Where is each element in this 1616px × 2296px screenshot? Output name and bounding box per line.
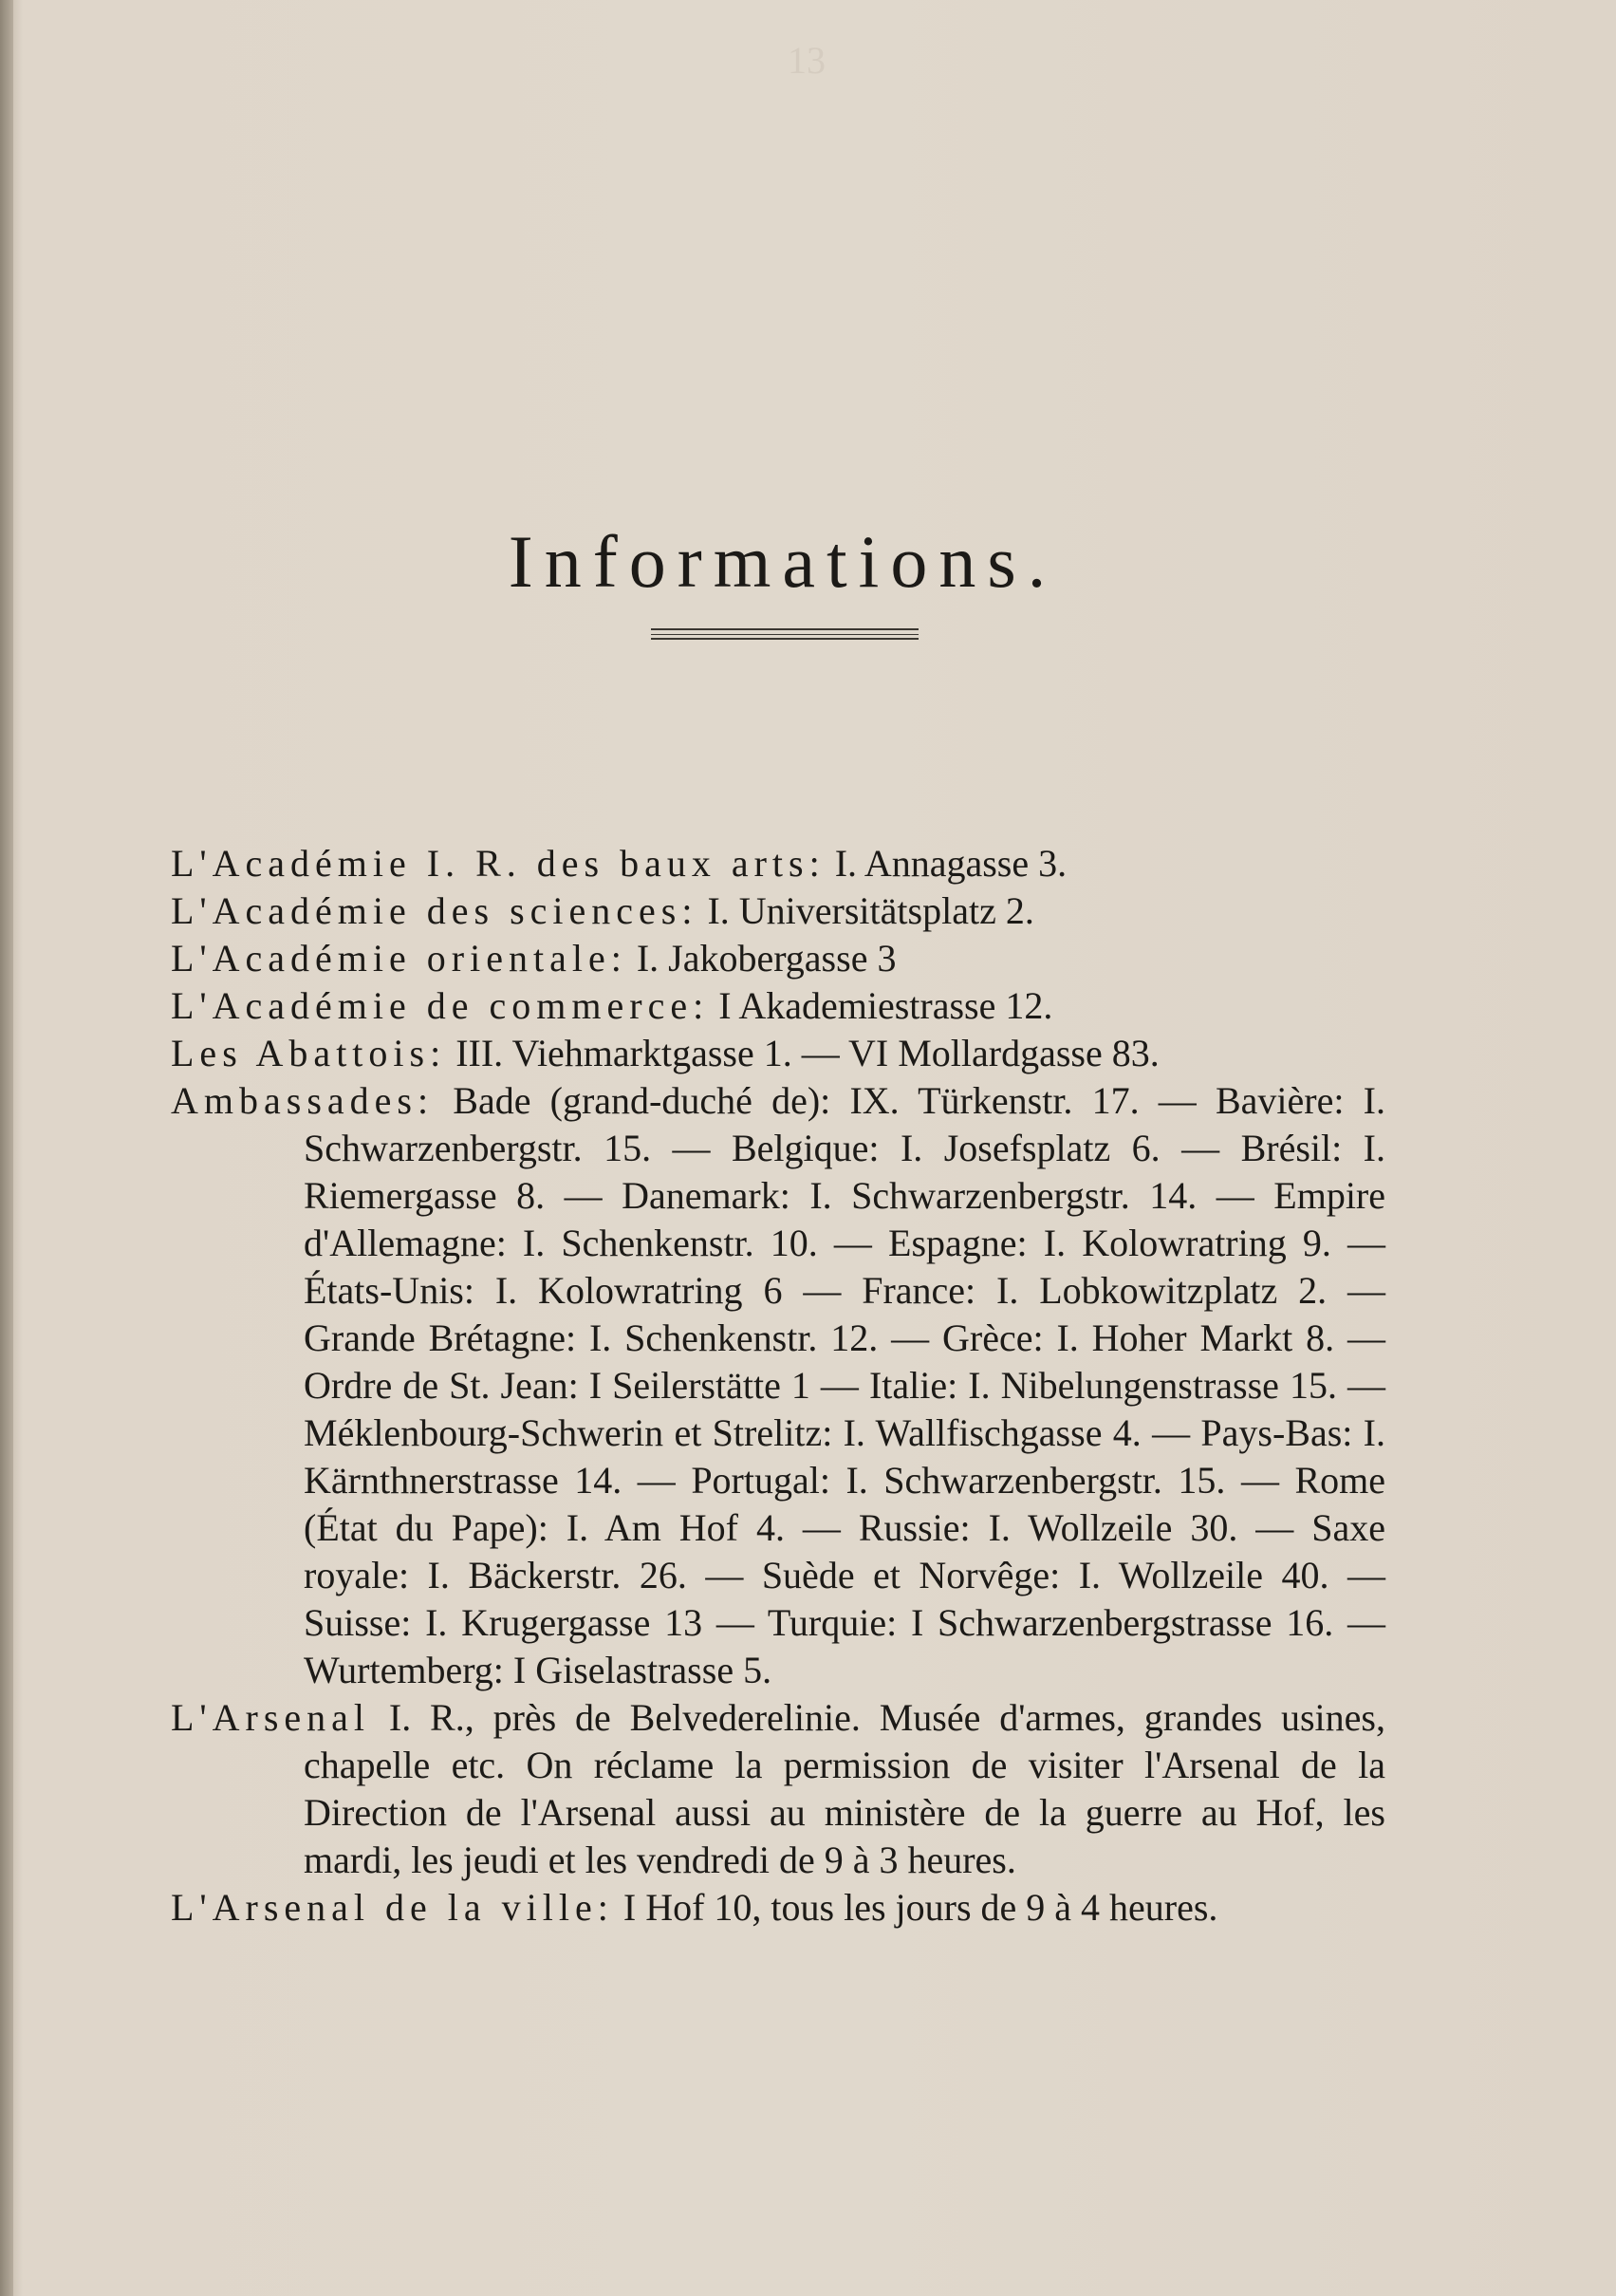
- entry: [171, 1077, 1385, 1694]
- entry-label: L'Académie I. R. des baux arts:: [171, 842, 826, 885]
- page-number: 13: [788, 39, 826, 82]
- entry-label: L'Académie de commerce:: [171, 984, 710, 1027]
- entry-text: I Hof 10, tous les jours de 9 à 4 heures.: [622, 1886, 1218, 1929]
- title-rule-divider: [651, 628, 919, 640]
- entry: [171, 1884, 1385, 1932]
- entry-text: I. R., près de Belvederelinie. Musée d'armes, grandes usines, chapelle etc. On réclame la permission de visiter l'Arsenal de la Direction de l'Arsenal aussi au ministère de la guerre au Hof, les mardi, les jeudi et les vendredi de 9 à 3 heures.: [304, 1696, 1385, 1881]
- entry: [171, 935, 1385, 982]
- page-title: Informations.: [508, 520, 1058, 604]
- entry-label: Les Abattois:: [171, 1032, 447, 1074]
- entry: [171, 887, 1385, 935]
- entry-label: L'Arsenal: [171, 1696, 371, 1739]
- entry: [171, 840, 1385, 887]
- entry-text: Bade (grand-duché de): IX. Türkenstr. 17. — Bavière: I. Schwarzenbergstr. 15. — Belgique: I. Josefsplatz 6. — Brésil: I. Riemergasse 8. — Danemark: I. Schwarzenbergstr. 14. — Empire d'Allemagne: I. Schenkenstr. 10. — Espagne: I. Kolowratring 9. — États-Unis: I. Kolowratring 6 — France: I. Lobkowitzplatz 2. — Grande Brétagne: I. Schenkenstr. 12. — Grèce: I. Hoher Markt 8. — Ordre de St. Jean: I Seilerstätte 1 — Italie: I. Nibelungenstrasse 15. — Méklenbourg-Schwerin et Strelitz: I. Wallfischgasse 4. — Pays-Bas: I. Kärnthnerstrasse 14. — Portugal: I. Schwarzenbergstr. 15. — Rome (État du Pape): I. Am Hof 4. — Russie: I. Wollzeile 30. — Saxe royale: I. Bäckerstr. 26. — Suède et Norvêge: I. Wollzeile 40. — Suisse: I. Krugergasse 13 — Turquie: I Schwarzenbergstrasse 16. — Wurtemberg: I Giselastrasse 5.: [304, 1079, 1386, 1691]
- entries-list: [171, 840, 1385, 1932]
- entry: [171, 982, 1385, 1030]
- entry-label: L'Académie orientale:: [171, 937, 627, 980]
- entry-text: I. Annagasse 3.: [834, 842, 1068, 885]
- entry-text: III. Viehmarktgasse 1. — VI Mollardgasse 83.: [455, 1032, 1160, 1074]
- entry: [171, 1694, 1385, 1884]
- entry-text: I. Universitätsplatz 2.: [707, 889, 1034, 932]
- entry-text: I. Jakobergasse 3: [636, 937, 897, 980]
- entry-label: L'Arsenal de la ville:: [171, 1886, 614, 1929]
- entry-text: I Akademiestrasse 12.: [718, 984, 1053, 1027]
- entry: [171, 1030, 1385, 1077]
- entry-label: Ambassades:: [171, 1079, 435, 1122]
- entry-label: L'Académie des sciences:: [171, 889, 698, 932]
- book-spine-edge: [0, 0, 13, 2296]
